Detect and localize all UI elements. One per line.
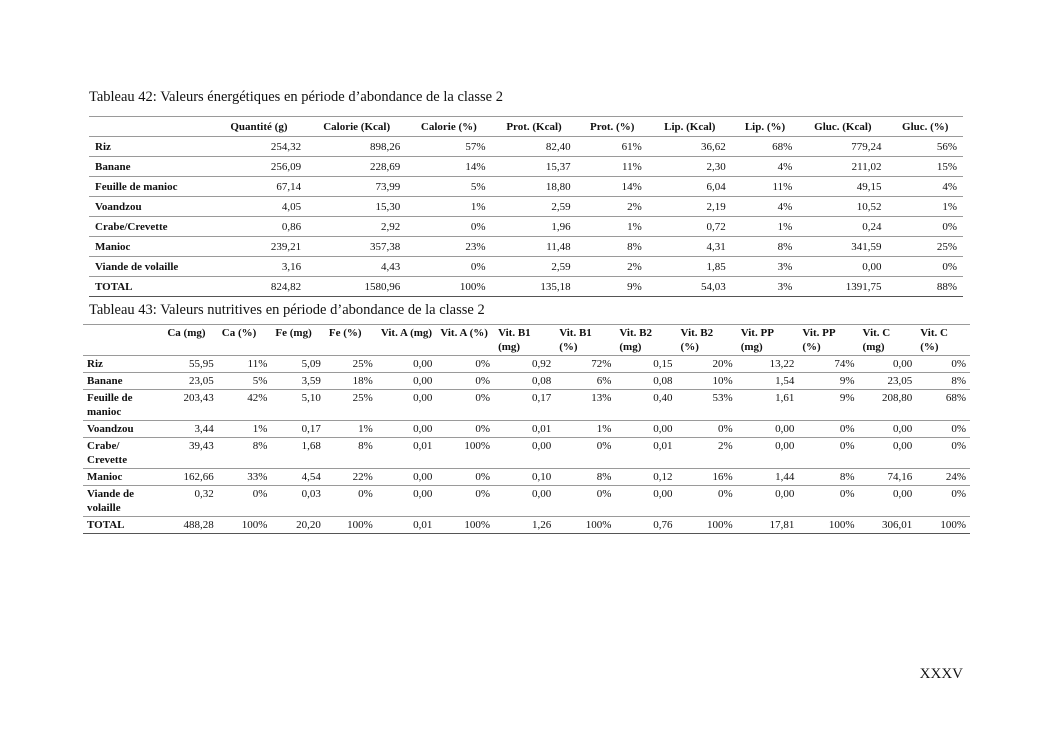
header-cell: Lip. (%) — [732, 117, 798, 137]
table-cell: 211,02 — [798, 157, 887, 177]
table-cell: 0,00 — [494, 438, 555, 469]
table-row — [83, 517, 970, 534]
table-cell: 72% — [555, 356, 615, 373]
table-cell: 0% — [888, 257, 963, 277]
header-cell: Prot. (Kcal) — [491, 117, 576, 137]
table-cell: 3% — [732, 257, 798, 277]
table-cell: 0,00 — [859, 486, 917, 517]
table-cell: 0,00 — [615, 421, 676, 438]
table-cell: 8% — [555, 469, 615, 486]
header-cell: Calorie (Kcal) — [307, 117, 406, 137]
row-label: Crabe/ Crevette — [83, 438, 163, 469]
header-cell: Vit. B1 (mg) — [494, 325, 555, 356]
table-cell: 82,40 — [491, 137, 576, 157]
table-cell: 88% — [888, 277, 963, 297]
table-cell: 61% — [577, 137, 648, 157]
table-cell: 0,01 — [494, 421, 555, 438]
table-cell: 203,43 — [163, 390, 217, 421]
row-label: Riz — [89, 137, 211, 157]
table-row — [89, 157, 963, 177]
table-cell: 0,00 — [377, 356, 437, 373]
row-label: Manioc — [89, 237, 211, 257]
table-cell: 0% — [677, 486, 737, 517]
table-cell: 23% — [406, 237, 491, 257]
table-cell: 74% — [798, 356, 858, 373]
table-header-row — [83, 325, 970, 356]
table-cell: 67,14 — [211, 177, 307, 197]
table-cell: 36,62 — [648, 137, 732, 157]
table-cell: 53% — [677, 390, 737, 421]
table-cell: 8% — [798, 469, 858, 486]
row-label: TOTAL — [83, 517, 163, 534]
table-cell: 24% — [916, 469, 970, 486]
table-cell: 15,30 — [307, 197, 406, 217]
table-cell: 4,43 — [307, 257, 406, 277]
table-cell: 0% — [555, 486, 615, 517]
table-cell: 0,00 — [615, 486, 676, 517]
table-cell: 1,54 — [737, 373, 799, 390]
header-cell: Vit. B1 (%) — [555, 325, 615, 356]
table-cell: 11% — [218, 356, 272, 373]
table-row — [83, 356, 970, 373]
table-cell: 0% — [798, 438, 858, 469]
table-cell: 256,09 — [211, 157, 307, 177]
table-cell: 20,20 — [271, 517, 324, 534]
table-cell: 10% — [677, 373, 737, 390]
table-cell: 1% — [325, 421, 377, 438]
table-cell: 0% — [325, 486, 377, 517]
table-cell: 0,08 — [494, 373, 555, 390]
table-cell: 5,09 — [271, 356, 324, 373]
table-row — [83, 421, 970, 438]
header-cell-label — [83, 325, 163, 356]
table-cell: 0,00 — [494, 486, 555, 517]
table-cell: 25% — [888, 237, 963, 257]
table-cell: 0,00 — [859, 438, 917, 469]
table-cell: 49,15 — [798, 177, 887, 197]
table-cell: 1% — [218, 421, 272, 438]
table-cell: 8% — [916, 373, 970, 390]
table-cell: 1% — [577, 217, 648, 237]
table-cell: 16% — [677, 469, 737, 486]
table-cell: 100% — [555, 517, 615, 534]
table-cell: 0% — [916, 421, 970, 438]
row-label: Banane — [83, 373, 163, 390]
table-cell: 0,15 — [615, 356, 676, 373]
table-cell: 0,00 — [377, 390, 437, 421]
table-cell: 779,24 — [798, 137, 887, 157]
table-cell: 11% — [732, 177, 798, 197]
table-cell: 0% — [406, 257, 491, 277]
table-row — [89, 257, 963, 277]
header-cell: Gluc. (Kcal) — [798, 117, 887, 137]
header-cell: Lip. (Kcal) — [648, 117, 732, 137]
table-cell: 3,16 — [211, 257, 307, 277]
table-cell: 0,76 — [615, 517, 676, 534]
table-cell: 1,85 — [648, 257, 732, 277]
header-cell: Vit. PP (%) — [798, 325, 858, 356]
table-cell: 2% — [577, 257, 648, 277]
table-cell: 1,68 — [271, 438, 324, 469]
table-cell: 0,00 — [859, 356, 917, 373]
table-cell: 54,03 — [648, 277, 732, 297]
table-cell: 55,95 — [163, 356, 217, 373]
table-cell: 3,59 — [271, 373, 324, 390]
page-number: XXXV — [919, 666, 963, 682]
row-label: Feuille de manioc — [89, 177, 211, 197]
table-cell: 1% — [406, 197, 491, 217]
table-cell: 8% — [577, 237, 648, 257]
header-cell-label — [89, 117, 211, 137]
table-row — [89, 277, 963, 297]
table-cell: 100% — [406, 277, 491, 297]
table-cell: 0% — [555, 438, 615, 469]
header-cell: Vit. PP (mg) — [737, 325, 799, 356]
header-cell: Vit. A (mg) — [377, 325, 437, 356]
row-label: TOTAL — [89, 277, 211, 297]
table-cell: 0,32 — [163, 486, 217, 517]
table-cell: 73,99 — [307, 177, 406, 197]
table-cell: 9% — [798, 373, 858, 390]
table-cell: 100% — [677, 517, 737, 534]
table-cell: 1% — [732, 217, 798, 237]
table-cell: 0,40 — [615, 390, 676, 421]
table-cell: 0% — [436, 486, 494, 517]
table-cell: 56% — [888, 137, 963, 157]
header-cell: Vit. C (mg) — [859, 325, 917, 356]
table-cell: 8% — [732, 237, 798, 257]
table-cell: 0,10 — [494, 469, 555, 486]
table-row — [83, 373, 970, 390]
table-cell: 100% — [436, 517, 494, 534]
table-cell: 100% — [325, 517, 377, 534]
table-row — [89, 197, 963, 217]
table-cell: 20% — [677, 356, 737, 373]
table-cell: 0,00 — [377, 373, 437, 390]
table-cell: 1580,96 — [307, 277, 406, 297]
table-cell: 488,28 — [163, 517, 217, 534]
row-label: Crabe/Crevette — [89, 217, 211, 237]
table-cell: 0,00 — [377, 486, 437, 517]
header-cell: Prot. (%) — [577, 117, 648, 137]
header-cell: Gluc. (%) — [888, 117, 963, 137]
table-row — [83, 438, 970, 469]
table-cell: 0% — [916, 356, 970, 373]
table-cell: 2,59 — [491, 197, 576, 217]
table-cell: 5% — [406, 177, 491, 197]
table-cell: 208,80 — [859, 390, 917, 421]
table-cell: 57% — [406, 137, 491, 157]
table-cell: 18% — [325, 373, 377, 390]
table-cell: 0% — [436, 421, 494, 438]
row-label: Voandzou — [89, 197, 211, 217]
table-cell: 0,00 — [377, 421, 437, 438]
table-cell: 5% — [218, 373, 272, 390]
header-cell: Vit. A (%) — [436, 325, 494, 356]
header-cell: Fe (%) — [325, 325, 377, 356]
table-cell: 0,17 — [271, 421, 324, 438]
table-cell: 0,12 — [615, 469, 676, 486]
table-cell: 2% — [677, 438, 737, 469]
table-cell: 0,24 — [798, 217, 887, 237]
table-cell: 0,72 — [648, 217, 732, 237]
table-cell: 4% — [732, 157, 798, 177]
table-cell: 1% — [888, 197, 963, 217]
row-label: Feuille de manioc — [83, 390, 163, 421]
table-row — [83, 390, 970, 421]
table-cell: 239,21 — [211, 237, 307, 257]
table-43-caption: Tableau 43: Valeurs nutritives en période d’abondance de la classe 2 — [89, 302, 485, 318]
table-cell: 14% — [406, 157, 491, 177]
row-label: Voandzou — [83, 421, 163, 438]
energy-values-table — [89, 116, 963, 297]
table-cell: 22% — [325, 469, 377, 486]
table-cell: 0,00 — [737, 486, 799, 517]
row-label: Manioc — [83, 469, 163, 486]
table-cell: 1,26 — [494, 517, 555, 534]
table-cell: 0% — [436, 469, 494, 486]
table-cell: 228,69 — [307, 157, 406, 177]
table-cell: 3% — [732, 277, 798, 297]
table-cell: 0% — [916, 438, 970, 469]
table-cell: 0,01 — [377, 438, 437, 469]
table-cell: 15% — [888, 157, 963, 177]
table-cell: 0,86 — [211, 217, 307, 237]
table-cell: 25% — [325, 390, 377, 421]
table-cell: 100% — [916, 517, 970, 534]
table-row — [89, 177, 963, 197]
table-cell: 2% — [577, 197, 648, 217]
table-cell: 18,80 — [491, 177, 576, 197]
table-cell: 0% — [916, 486, 970, 517]
table-cell: 2,92 — [307, 217, 406, 237]
table-cell: 0,00 — [859, 421, 917, 438]
table-cell: 4% — [732, 197, 798, 217]
table-cell: 6% — [555, 373, 615, 390]
table-cell: 0% — [798, 421, 858, 438]
header-cell: Calorie (%) — [406, 117, 491, 137]
table-cell: 0,17 — [494, 390, 555, 421]
table-cell: 4,31 — [648, 237, 732, 257]
table-cell: 0,01 — [615, 438, 676, 469]
table-cell: 306,01 — [859, 517, 917, 534]
row-label: Banane — [89, 157, 211, 177]
table-cell: 357,38 — [307, 237, 406, 257]
table-row — [83, 469, 970, 486]
table-cell: 1391,75 — [798, 277, 887, 297]
table-cell: 1,61 — [737, 390, 799, 421]
header-cell: Quantité (g) — [211, 117, 307, 137]
table-cell: 9% — [798, 390, 858, 421]
table-cell: 0,00 — [737, 421, 799, 438]
header-cell: Fe (mg) — [271, 325, 324, 356]
header-cell: Vit. B2 (%) — [677, 325, 737, 356]
row-label: Viande de volaille — [89, 257, 211, 277]
table-cell: 0,00 — [798, 257, 887, 277]
table-cell: 0,03 — [271, 486, 324, 517]
table-cell: 8% — [218, 438, 272, 469]
table-cell: 0% — [888, 217, 963, 237]
table-cell: 68% — [916, 390, 970, 421]
table-cell: 14% — [577, 177, 648, 197]
table-cell: 15,37 — [491, 157, 576, 177]
table-cell: 0,08 — [615, 373, 676, 390]
table-row — [89, 217, 963, 237]
table-cell: 0% — [406, 217, 491, 237]
table-cell: 2,19 — [648, 197, 732, 217]
table-cell: 0% — [436, 373, 494, 390]
table-cell: 11% — [577, 157, 648, 177]
table-cell: 100% — [218, 517, 272, 534]
table-cell: 11,48 — [491, 237, 576, 257]
header-cell: Ca (mg) — [163, 325, 217, 356]
table-cell: 0,00 — [377, 469, 437, 486]
table-cell: 100% — [798, 517, 858, 534]
table-cell: 100% — [436, 438, 494, 469]
table-cell: 0% — [218, 486, 272, 517]
table-cell: 135,18 — [491, 277, 576, 297]
table-header-row — [89, 117, 963, 137]
table-cell: 10,52 — [798, 197, 887, 217]
header-cell: Vit. C (%) — [916, 325, 970, 356]
table-cell: 13,22 — [737, 356, 799, 373]
table-cell: 1,44 — [737, 469, 799, 486]
nutritive-values-table — [83, 324, 970, 534]
table-cell: 39,43 — [163, 438, 217, 469]
table-cell: 8% — [325, 438, 377, 469]
table-cell: 0% — [436, 390, 494, 421]
table-cell: 9% — [577, 277, 648, 297]
row-label: Riz — [83, 356, 163, 373]
table-cell: 13% — [555, 390, 615, 421]
table-cell: 0,00 — [737, 438, 799, 469]
table-cell: 0,01 — [377, 517, 437, 534]
table-cell: 25% — [325, 356, 377, 373]
table-cell: 824,82 — [211, 277, 307, 297]
table-row — [89, 137, 963, 157]
header-cell: Ca (%) — [218, 325, 272, 356]
table-cell: 4,54 — [271, 469, 324, 486]
table-cell: 4,05 — [211, 197, 307, 217]
table-row — [83, 486, 970, 517]
table-cell: 0,92 — [494, 356, 555, 373]
table-cell: 3,44 — [163, 421, 217, 438]
row-label: Viande de volaille — [83, 486, 163, 517]
table-cell: 254,32 — [211, 137, 307, 157]
table-cell: 162,66 — [163, 469, 217, 486]
table-cell: 2,30 — [648, 157, 732, 177]
table-cell: 2,59 — [491, 257, 576, 277]
table-cell: 23,05 — [859, 373, 917, 390]
table-cell: 1% — [555, 421, 615, 438]
table-cell: 74,16 — [859, 469, 917, 486]
table-cell: 33% — [218, 469, 272, 486]
table-row — [89, 237, 963, 257]
table-cell: 42% — [218, 390, 272, 421]
table-cell: 68% — [732, 137, 798, 157]
table-cell: 0% — [436, 356, 494, 373]
table-cell: 17,81 — [737, 517, 799, 534]
table-cell: 341,59 — [798, 237, 887, 257]
table-cell: 0% — [798, 486, 858, 517]
table-cell: 0% — [677, 421, 737, 438]
table-cell: 6,04 — [648, 177, 732, 197]
table-cell: 4% — [888, 177, 963, 197]
table-cell: 898,26 — [307, 137, 406, 157]
table-cell: 5,10 — [271, 390, 324, 421]
table-cell: 1,96 — [491, 217, 576, 237]
table-42-caption: Tableau 42: Valeurs énergétiques en période d’abondance de la classe 2 — [89, 89, 503, 105]
header-cell: Vit. B2 (mg) — [615, 325, 676, 356]
table-cell: 23,05 — [163, 373, 217, 390]
